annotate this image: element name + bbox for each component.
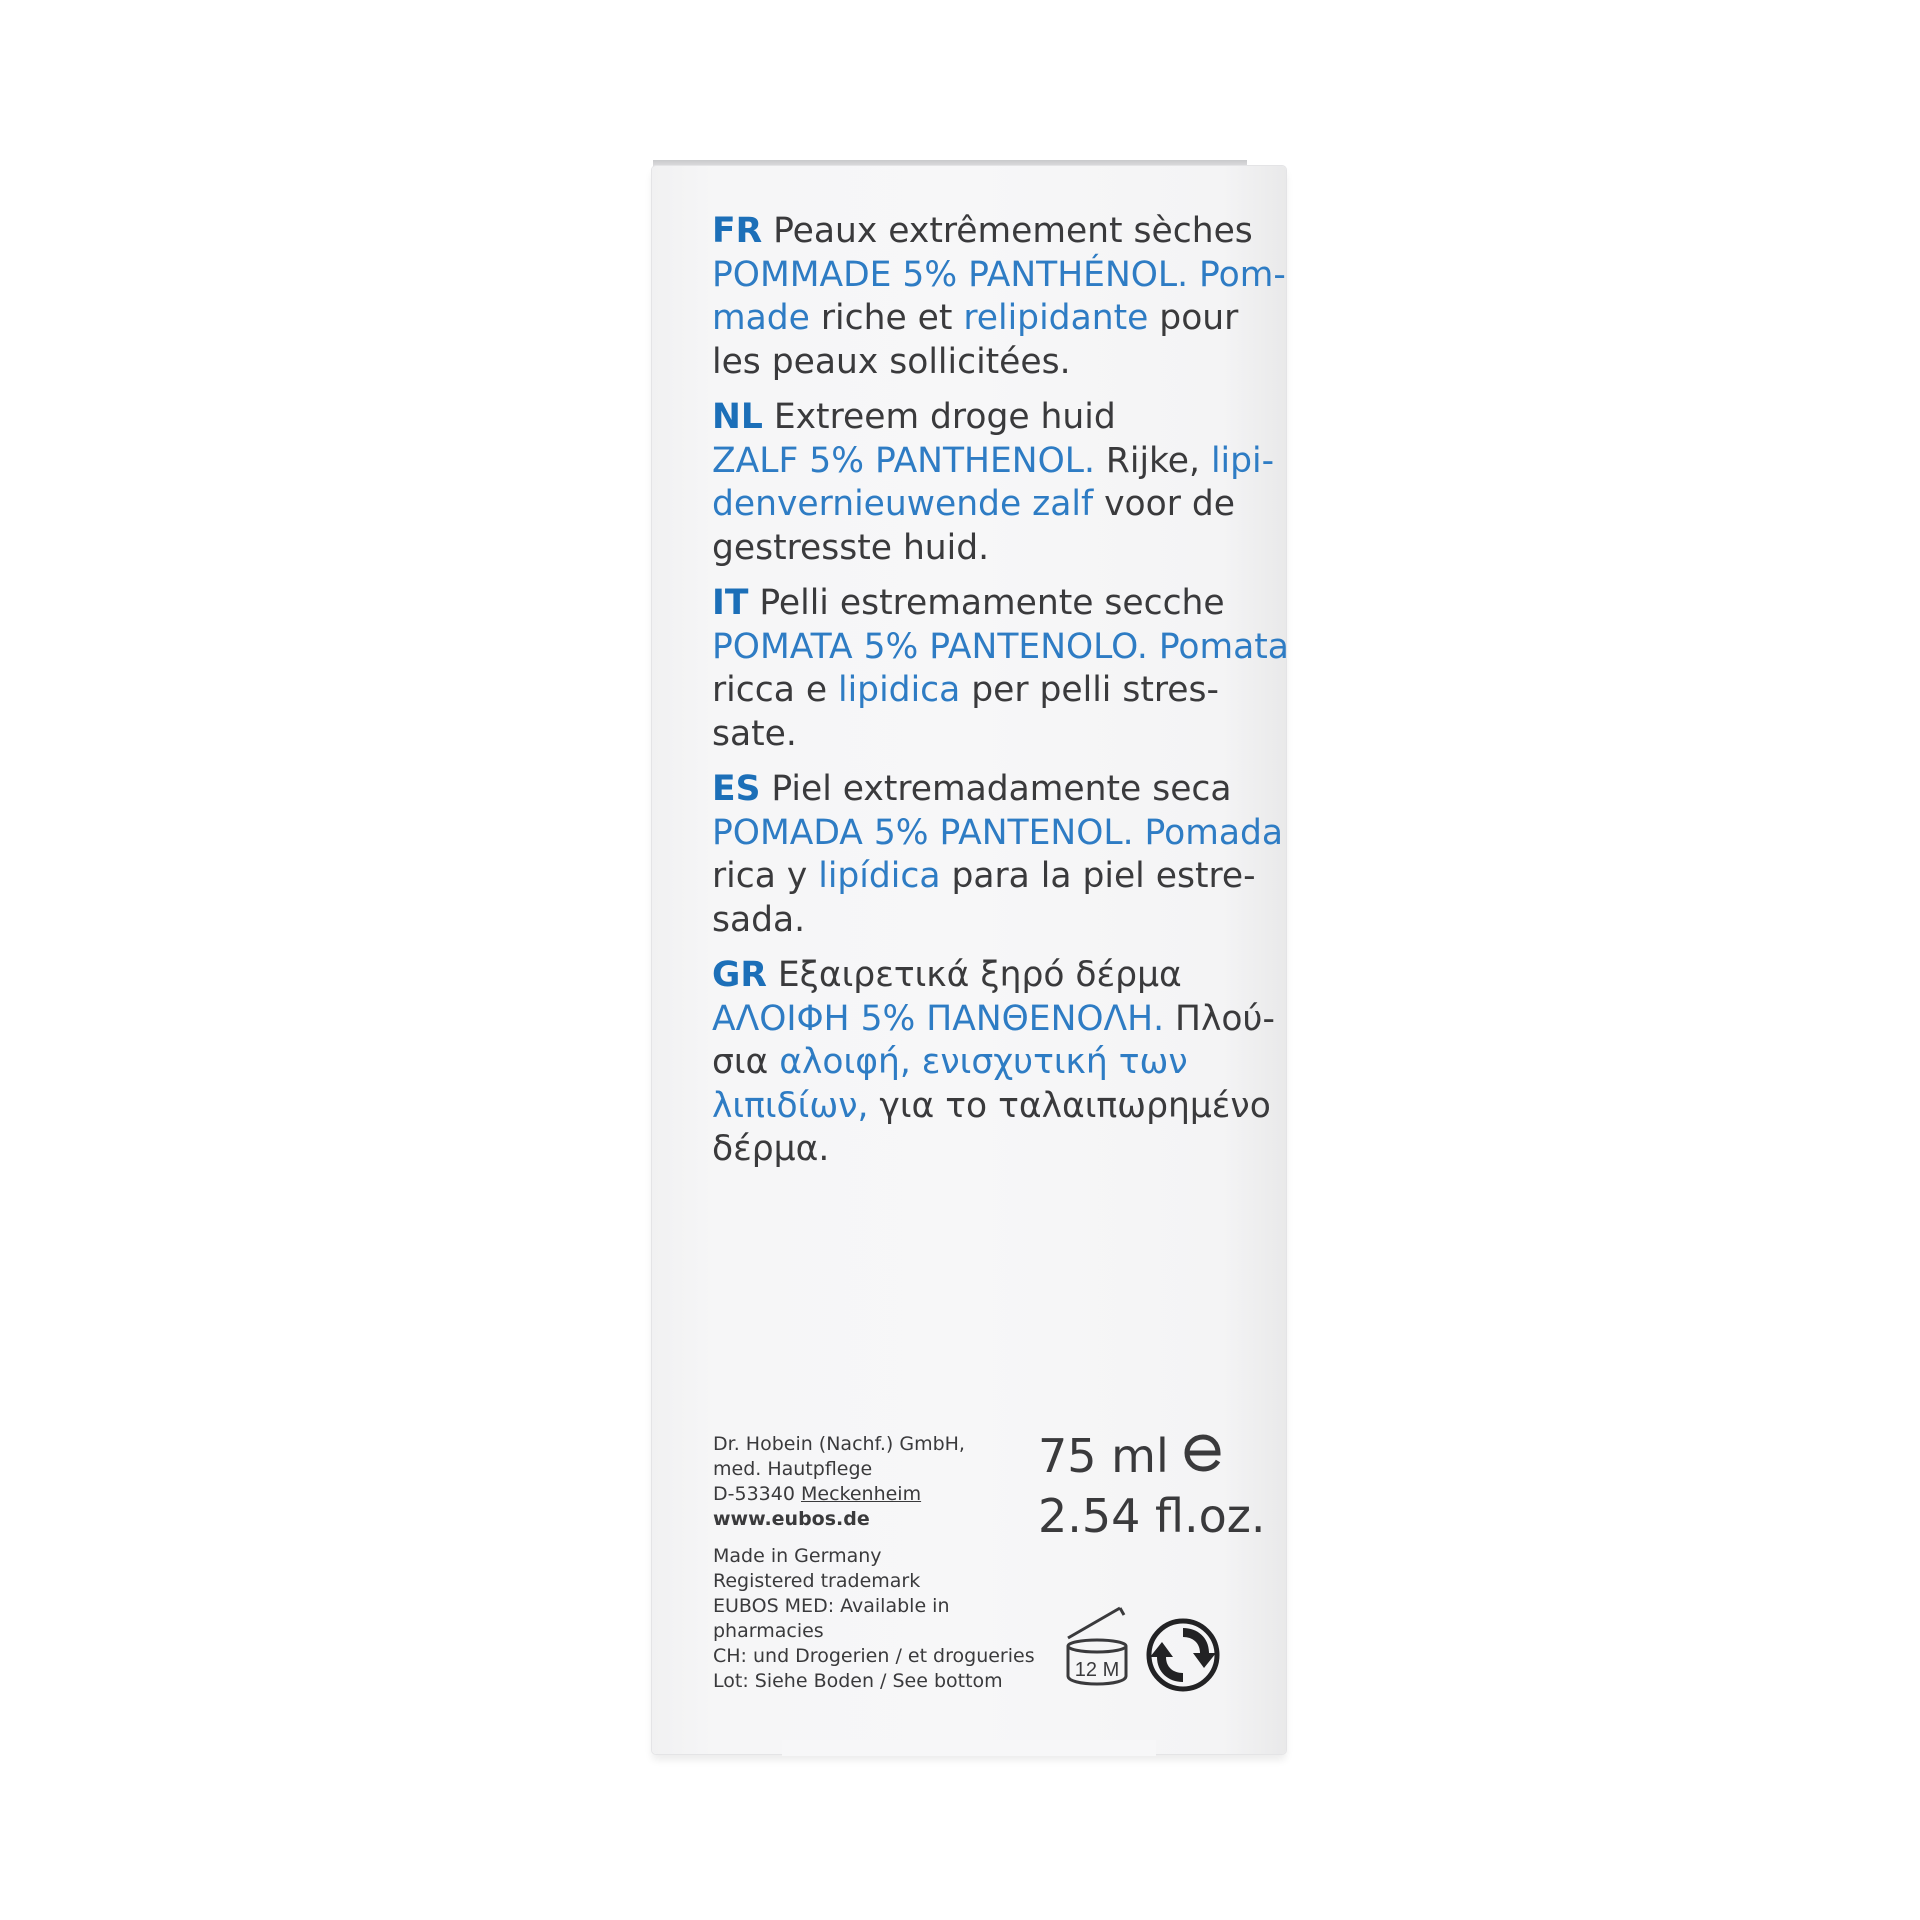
highlight-text: lipidica (838, 670, 961, 710)
multilingual-description (712, 210, 1289, 1184)
body-text: Rijke, (1094, 440, 1211, 481)
box-bottom-tab (782, 1740, 1156, 1756)
note-made-in: Made in Germany (713, 1545, 882, 1567)
panel-line (712, 954, 1252, 998)
estimated-e-mark-icon (1183, 1434, 1223, 1472)
highlight-text: relipidante (963, 298, 1149, 338)
highlight-text: λιπιδίων, (712, 1085, 869, 1126)
panel-line (712, 669, 1252, 713)
panel-line (712, 626, 1289, 670)
body-text: για το ταλαιπωρημένο (868, 1085, 1271, 1126)
language-code: NL (712, 397, 763, 437)
body-text: Εξαιρετικά ξηρό δέρμα (766, 955, 1182, 995)
panel-line (712, 1041, 1252, 1085)
panel-es (712, 768, 1284, 942)
body-text: σια (712, 1042, 780, 1082)
postcode: D-53340 (713, 1483, 795, 1505)
language-code: GR (712, 955, 767, 995)
body-text: rica y (712, 856, 819, 896)
manufacturer-dept: med. Hautpflege (713, 1458, 873, 1480)
panel-line (712, 855, 1256, 899)
panel-fr (712, 210, 1286, 384)
language-code: IT (712, 583, 749, 623)
body-text: Πλού- (1164, 998, 1275, 1039)
highlight-text: POMMADE 5% PANTHÉNOL. Pom- (712, 254, 1286, 295)
panel-line (712, 396, 1252, 440)
highlight-text: αλοιφή, ενισχυτική των (779, 1042, 1188, 1082)
body-text: sada. (712, 899, 806, 940)
body-text: para la piel estre- (940, 856, 1256, 896)
panel-line (712, 210, 1252, 254)
note-availability: EUBOS MED: Available in (713, 1595, 950, 1617)
volume-metric-line (1038, 1426, 1266, 1486)
highlight-text: POMATA 5% PANTENOLO. Pomata (712, 626, 1289, 667)
note-availability-cont: pharmacies (713, 1620, 824, 1642)
panel-line (712, 1128, 1252, 1172)
volume-metric: 75 ml (1038, 1429, 1169, 1483)
period-after-opening-icon (1062, 1604, 1132, 1686)
body-text: per pelli stres- (960, 670, 1219, 710)
manufacturer-name: Dr. Hobein (Nachf.) GmbH, (713, 1433, 965, 1455)
panel-line (712, 899, 1252, 943)
manufacturer-address (713, 1482, 1035, 1507)
body-text: Pelli estremamente secche (748, 583, 1225, 623)
panel-line (712, 812, 1284, 856)
panel-line (712, 483, 1252, 527)
panel-it (712, 582, 1289, 756)
volume-imperial: 2.54 fl.oz. (1038, 1489, 1266, 1543)
body-text: pour (1148, 298, 1239, 338)
body-text: ricca e (712, 670, 839, 710)
panel-line (712, 582, 1252, 626)
panel-line (712, 713, 1252, 757)
highlight-text: lipi- (1210, 440, 1275, 481)
highlight-text: lipídica (818, 856, 941, 896)
panel-line (712, 254, 1286, 298)
panel-line (712, 341, 1252, 385)
body-text: riche et (809, 298, 964, 338)
panel-line (712, 440, 1275, 484)
manufacturer-info (713, 1432, 1035, 1694)
panel-nl (712, 396, 1275, 570)
panel-line (712, 527, 1252, 571)
panel-line (712, 768, 1252, 812)
body-text: sate. (712, 713, 797, 754)
highlight-text: made (712, 298, 810, 338)
highlight-text: POMADA 5% PANTENOL. Pomada (712, 812, 1284, 853)
body-text: Piel extremadamente seca (760, 769, 1232, 809)
panel-line (712, 297, 1252, 341)
panel-line (712, 998, 1275, 1042)
body-text: voor de (1093, 484, 1236, 524)
language-code: ES (712, 769, 761, 809)
note-ch: CH: und Drogerien / et drogueries (713, 1645, 1035, 1667)
body-text: les peaux sollicitées. (712, 341, 1071, 382)
green-dot-recycling-icon (1146, 1618, 1220, 1692)
city: Meckenheim (800, 1483, 922, 1505)
panel-line (712, 1085, 1271, 1129)
body-text: Extreem droge huid (762, 397, 1116, 437)
highlight-text: ΑΛΟΙΦΗ 5% ΠΑΝΘΕΝΟΛΗ. (712, 998, 1165, 1039)
body-text: δέρμα. (712, 1129, 830, 1169)
panel-gr (712, 954, 1275, 1172)
highlight-text: denvernieuwende zalf (712, 484, 1094, 524)
pao-label: 12 M (1074, 1659, 1120, 1681)
body-text: gestresste huid. (712, 527, 990, 568)
highlight-text: ZALF 5% PANTHENOL. (712, 440, 1095, 481)
body-text: Peaux extrêmement sèches (762, 211, 1253, 251)
note-trademark: Registered trademark (713, 1570, 921, 1592)
note-lot: Lot: Siehe Boden / See bottom (713, 1670, 1003, 1692)
language-code: FR (712, 211, 763, 251)
website: www.eubos.de (713, 1508, 870, 1530)
volume (1038, 1426, 1266, 1546)
